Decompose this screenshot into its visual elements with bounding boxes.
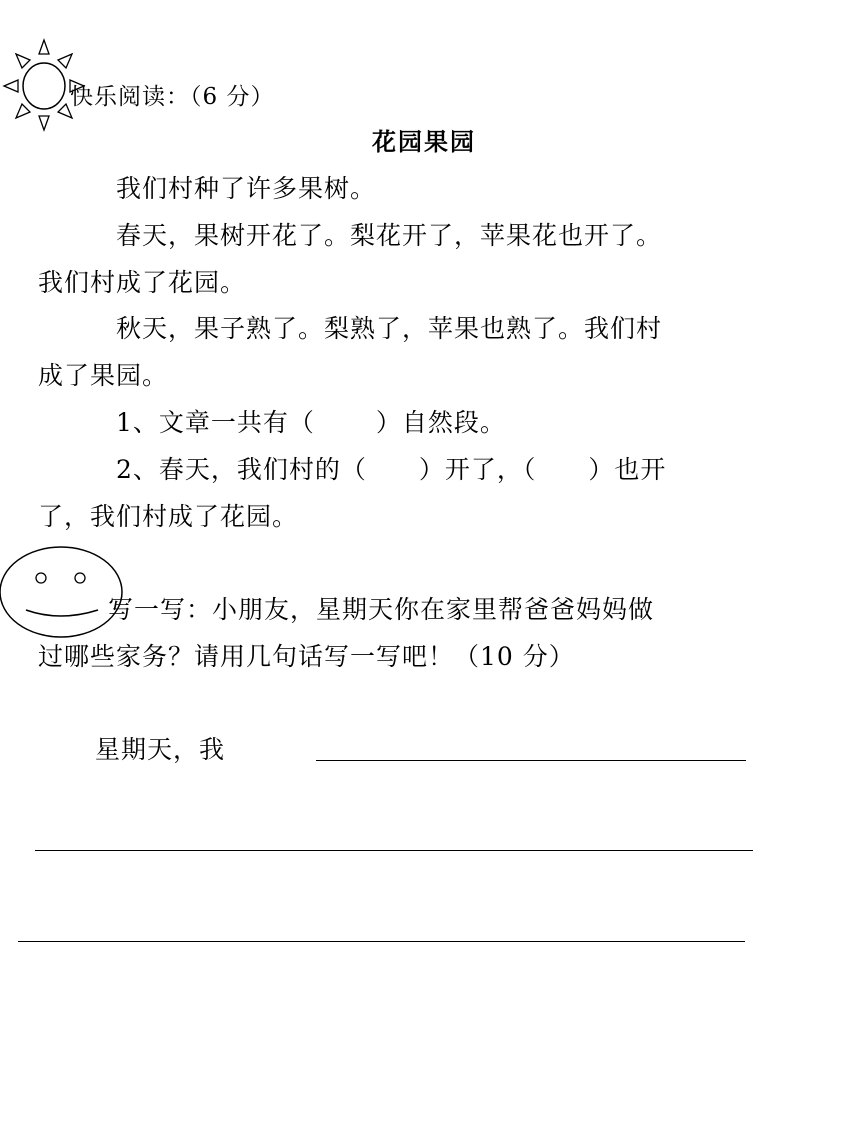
paragraph-1: 我们村种了许多果树。 bbox=[116, 174, 377, 203]
paragraph-3-line-1: 秋天，果子熟了。梨熟了，苹果也熟了。我们村 bbox=[116, 314, 663, 343]
writing-prompt-line-2: 过哪些家务？请用几句话写一写吧！（10 分） bbox=[38, 642, 575, 671]
question-2-line-1: 2、春天，我们村的（ ）开了，（ ）也开 bbox=[116, 455, 667, 484]
answer-line-2[interactable] bbox=[35, 850, 753, 851]
answer-line-1[interactable] bbox=[316, 760, 746, 761]
passage-title: 花园果园 bbox=[372, 127, 476, 156]
reading-heading: 快乐阅读：（6 分） bbox=[70, 84, 275, 110]
paragraph-3-line-2: 成了果园。 bbox=[38, 361, 169, 390]
paragraph-2-line-1: 春天，果树开花了。梨花开了，苹果花也开了。 bbox=[116, 221, 663, 250]
writing-prompt-line-1: 写一写：小朋友，星期天你在家里帮爸爸妈妈做 bbox=[108, 595, 655, 624]
question-1: 1、文章一共有（ ）自然段。 bbox=[116, 408, 506, 437]
question-2-line-2: 了，我们村成了花园。 bbox=[38, 502, 299, 531]
paragraph-2-line-2: 我们村成了花园。 bbox=[38, 268, 247, 297]
writing-starter: 星期天，我 bbox=[95, 735, 226, 764]
answer-line-3[interactable] bbox=[18, 941, 745, 942]
